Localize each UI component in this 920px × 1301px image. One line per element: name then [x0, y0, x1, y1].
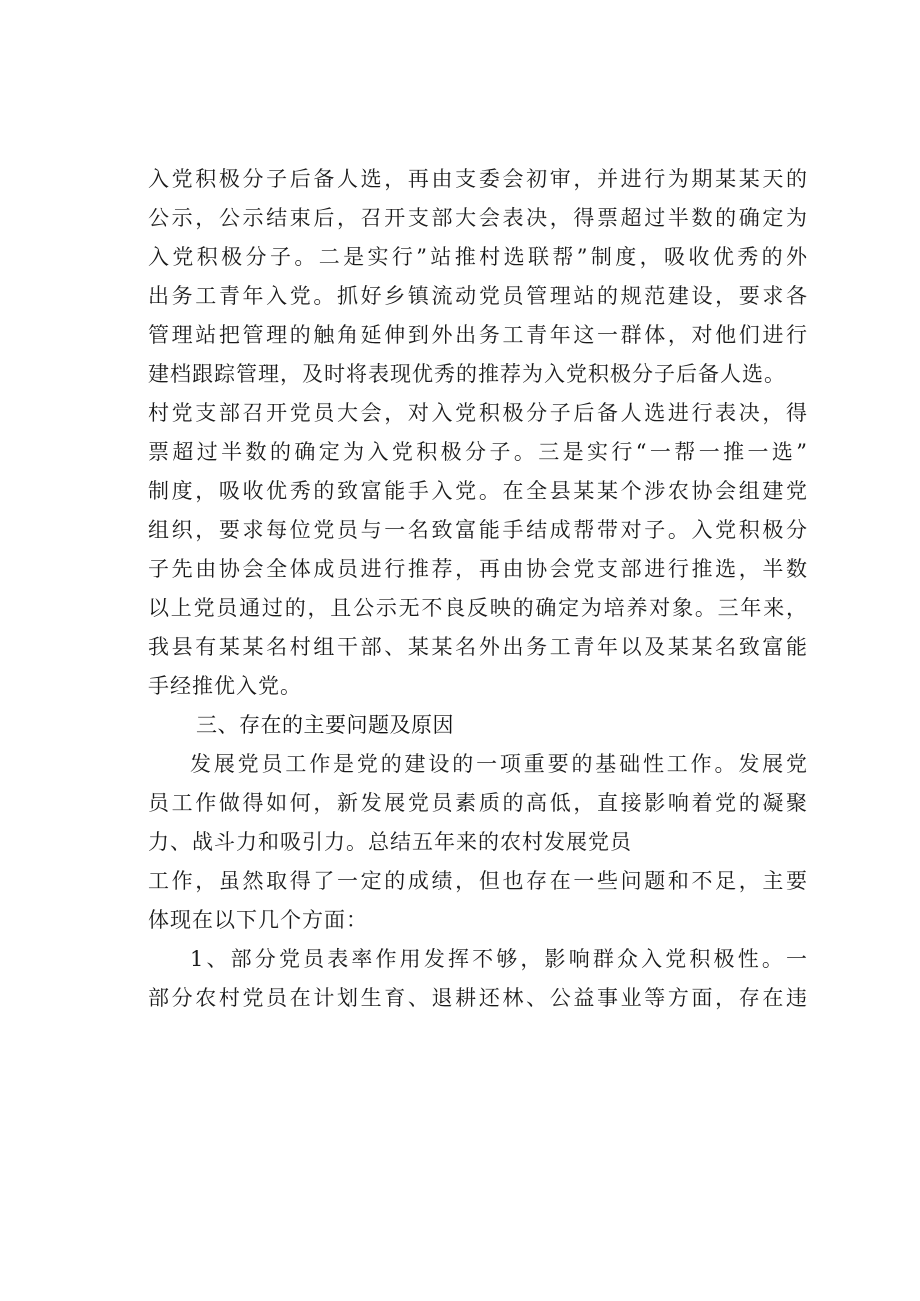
text-line: 力、战斗力和吸引力。总结五年来的农村发展党员 — [148, 830, 632, 854]
section-heading: 三、存在的主要问题及原因 — [196, 713, 454, 737]
text-line: 组织，要求每位党员与一名致富能手结成帮带对子。入党积极分 — [148, 518, 808, 542]
text-line: 部分农村党员在计划生育、退耕还林、公益事业等方面，存在违 — [148, 986, 808, 1010]
text-line: 1、部分党员表率作用发挥不够，影响群众入党积极性。一 — [190, 947, 808, 971]
text-line: 制度，吸收优秀的致富能手入党。在全县某某个涉农协会组建党 — [148, 479, 808, 503]
text-line: 员工作做得如何，新发展党员素质的高低，直接影响着党的凝聚 — [148, 791, 808, 815]
text-line: 手经推优入党。 — [148, 674, 302, 698]
text-line: 以上党员通过的，且公示无不良反映的确定为培养对象。三年来， — [148, 596, 808, 620]
text-line: 村党支部召开党员大会，对入党积极分子后备人选进行表决，得 — [148, 401, 808, 425]
text-line: 公示，公示结束后，召开支部大会表决，得票超过半数的确定为 — [148, 206, 808, 230]
text-line: 我县有某某名村组干部、某某名外出务工青年以及某某名致富能 — [148, 635, 808, 659]
text-line: 工作，虽然取得了一定的成绩，但也存在一些问题和不足，主要 — [148, 869, 808, 893]
text-line: 管理站把管理的触角延伸到外出务工青年这一群体，对他们进行 — [148, 323, 808, 347]
text-line: 票超过半数的确定为入党积极分子。三是实行“一帮一推一选” — [148, 440, 808, 464]
text-line: 建档跟踪管理，及时将表现优秀的推荐为入党积极分子后备人选。 — [148, 362, 786, 386]
text-line: 出务工青年入党。抓好乡镇流动党员管理站的规范建设，要求各 — [148, 284, 808, 308]
text-line: 体现在以下几个方面： — [148, 908, 368, 932]
text-line: 发展党员工作是党的建设的一项重要的基础性工作。发展党 — [190, 752, 808, 776]
text-line: 入党积极分子。二是实行”站推村选联帮”制度，吸收优秀的外 — [148, 245, 808, 269]
document-body — [148, 160, 808, 1018]
text-line: 子先由协会全体成员进行推荐，再由协会党支部进行推选，半数 — [148, 557, 808, 581]
text-line: 入党积极分子后备人选，再由支委会初审，并进行为期某某天的 — [148, 167, 808, 191]
